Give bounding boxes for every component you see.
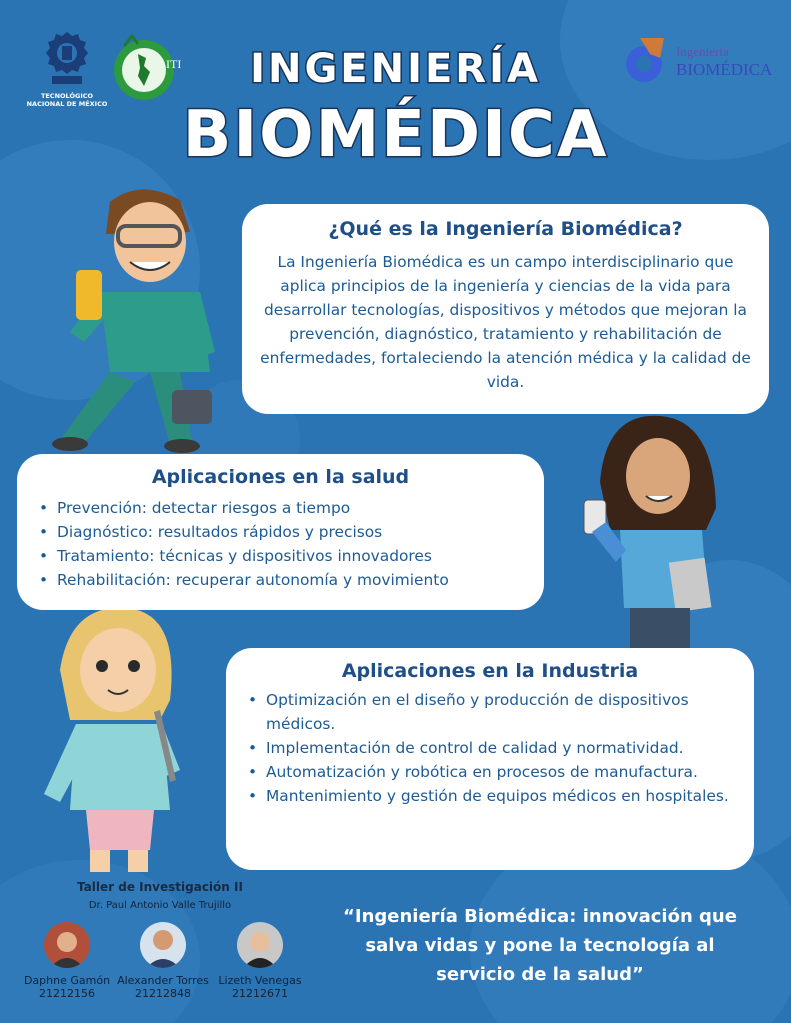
list-item: • Optimización en el diseño y producción de dispositivos médicos. <box>244 688 736 736</box>
team-member <box>108 922 218 1000</box>
health-list <box>35 496 526 592</box>
member-id: 21212848 <box>135 987 191 1000</box>
advisor-name: Dr. Paul Antonio Valle Trujillo <box>88 900 232 911</box>
industry-list <box>244 688 736 808</box>
member-name: Alexander Torres <box>117 974 209 987</box>
health-applications-card <box>17 454 544 610</box>
closing-quote: “Ingeniería Biomédica: innovación que salva vidas y pone la tecnología al servicio de la salud” <box>343 906 737 985</box>
biomedica-logo-line1: Ingeniería <box>676 44 729 59</box>
biomedica-logo-line2: BIOMÉDICA <box>676 60 773 79</box>
list-item: • Tratamiento: técnicas y dispositivos innovadores <box>35 544 526 568</box>
workshop-info <box>40 880 280 911</box>
health-heading: Aplicaciones en la salud <box>151 466 410 488</box>
member-id: 21212671 <box>232 987 288 1000</box>
engineer-character-illustration <box>40 182 240 454</box>
list-item: • Rehabilitación: recuperar autonomía y movimiento <box>35 568 526 592</box>
list-item: • Diagnóstico: resultados rápidos y precisos <box>35 520 526 544</box>
member-name: Lizeth Venegas <box>218 974 302 987</box>
page-title-line2: BIOMÉDICA <box>182 98 609 172</box>
avatar <box>44 922 90 968</box>
team-member <box>12 922 122 1000</box>
avatar <box>237 922 283 968</box>
avatar <box>140 922 186 968</box>
workshop-title: Taller de Investigación II <box>77 880 243 894</box>
list-item: • Prevención: detectar riesgos a tiempo <box>35 496 526 520</box>
list-item: • Implementación de control de calidad y normatividad. <box>244 736 736 760</box>
student-character-illustration <box>30 600 210 872</box>
industry-applications-card <box>226 648 754 870</box>
list-item: • Automatización y robótica en procesos de manufactura. <box>244 760 736 784</box>
team-member <box>205 922 315 1000</box>
technician-character-illustration <box>576 412 726 648</box>
list-item: • Mantenimiento y gestión de equipos médicos en hospitales. <box>244 784 736 808</box>
what-is-body: La Ingeniería Biomédica es un campo interdisciplinario que aplica principios de la ingeniería y ciencias de la vida para desarrollar tecnologías, dispositivos y métodos que mejoran la prevención, diagnóstico, tratamiento y rehabilitación de enfermedades, fortaleciendo la atención médica y la calidad de vida. <box>260 253 751 391</box>
member-id: 21212156 <box>39 987 95 1000</box>
member-name: Daphne Gamón <box>23 974 111 987</box>
what-is-card <box>242 204 769 414</box>
page-title-line1: INGENIERÍA <box>250 46 541 92</box>
industry-heading: Aplicaciones en la Industria <box>341 660 639 682</box>
tecnm-logo-text: TECNOLÓGICO NACIONAL DE MÉXICO <box>26 92 108 108</box>
what-is-heading: ¿Qué es la Ingeniería Biomédica? <box>328 218 683 240</box>
iti-logo-text: ITI <box>166 57 182 71</box>
